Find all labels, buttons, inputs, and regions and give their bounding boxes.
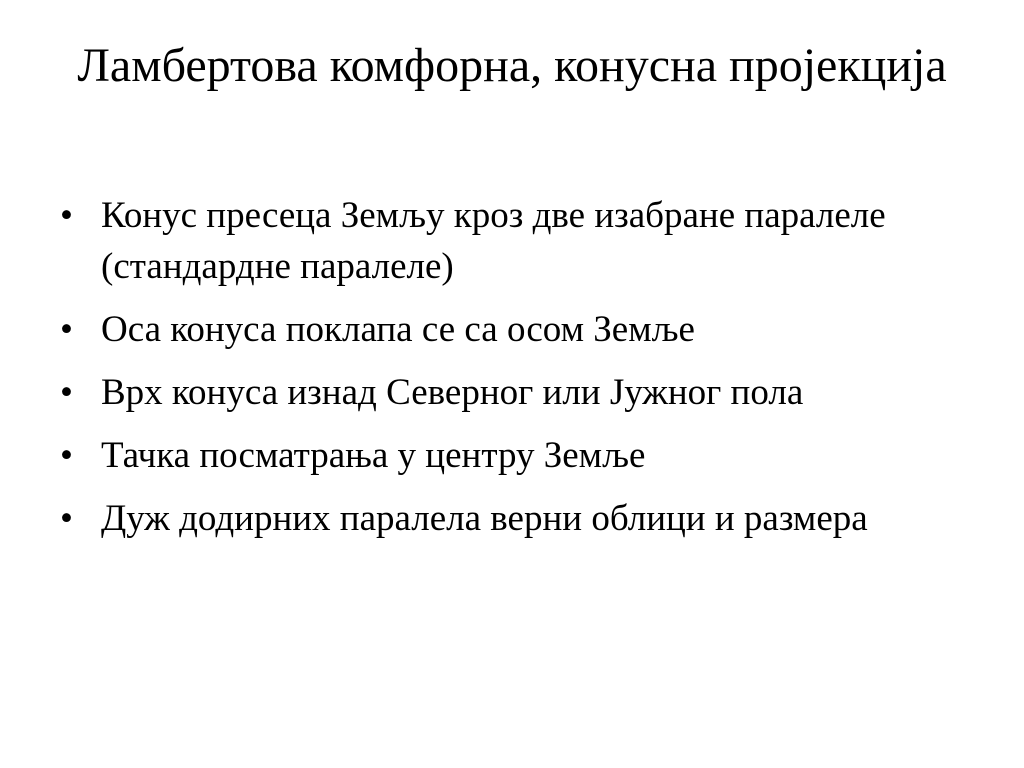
slide-title: Ламбертова комфорна, конусна пројекција: [77, 39, 947, 92]
bullet-text: Врх конуса изнад Северног или Јужног пола: [101, 372, 804, 413]
list-item: [60, 430, 960, 481]
bullet-icon: •: [60, 195, 73, 236]
bullet-text: Оса конуса поклапа се са осом Земље: [101, 309, 695, 350]
list-item: [60, 367, 960, 418]
bullet-text: Тачка посматрања у центру Земље: [101, 435, 646, 476]
bullet-icon: •: [60, 498, 73, 539]
bullet-list: [60, 190, 960, 556]
bullet-icon: •: [60, 435, 73, 476]
bullet-text: Дуж додирних паралела верни облици и размера: [101, 498, 868, 539]
list-item: [60, 190, 960, 292]
bullet-text: Конус пресеца Земљу кроз две изабране паралеле (стандардне паралеле): [101, 195, 886, 287]
list-item: [60, 493, 960, 544]
bullet-icon: •: [60, 372, 73, 413]
list-item: [60, 304, 960, 355]
bullet-icon: •: [60, 309, 73, 350]
